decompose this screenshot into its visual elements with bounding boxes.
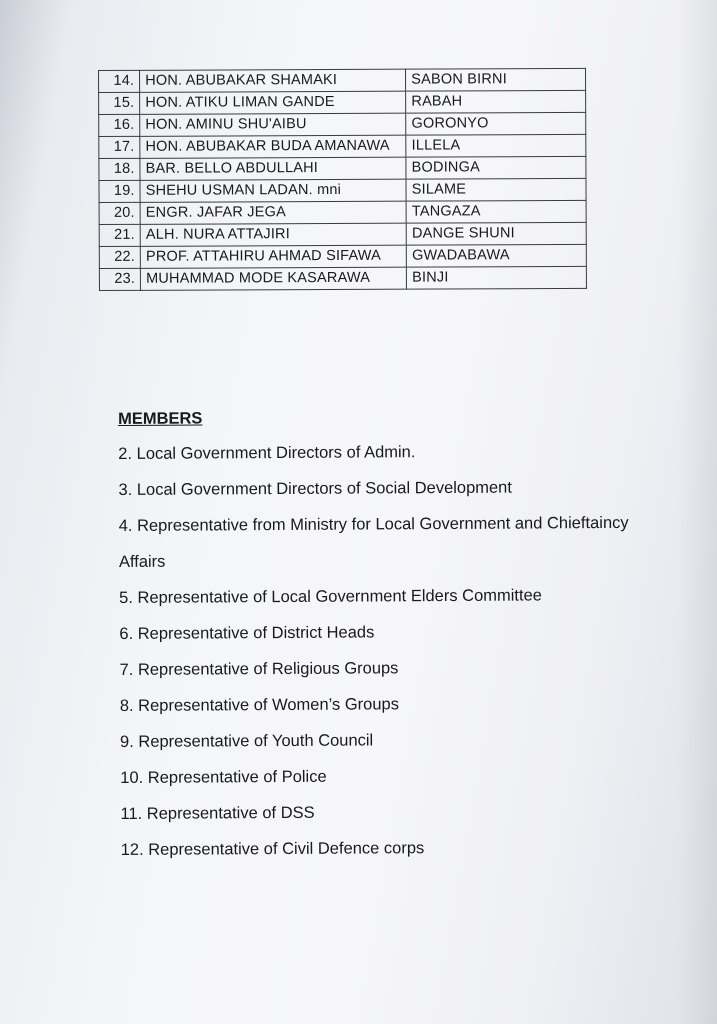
table-row (99, 244, 586, 268)
list-item: 6. Representative of District Heads (119, 623, 375, 643)
row-lga: BODINGA (406, 156, 586, 179)
row-number: 19. (99, 180, 140, 202)
row-lga: GORONYO (406, 112, 586, 135)
row-lga: GWADABAWA (407, 244, 587, 267)
row-lga: SILAME (406, 178, 586, 201)
row-number: 22. (99, 246, 140, 268)
table-row (99, 112, 586, 136)
table-row (99, 68, 586, 92)
list-item: 9. Representative of Youth Council (119, 731, 374, 751)
page-edge-shadow (677, 0, 717, 1024)
row-name: HON. ABUBAKAR SHAMAKI (140, 69, 406, 92)
row-number: 16. (99, 114, 140, 136)
row-name: HON. AMINU SHU'AIBU (140, 113, 406, 136)
table-row (99, 178, 586, 202)
table-row (99, 90, 586, 114)
list-item: 4. Representative from Ministry for Local Government and Chieftaincy Affairs (118, 513, 629, 571)
list-item: 11. Representative of DSS (120, 803, 315, 823)
row-number: 14. (99, 70, 140, 92)
list-item: 8. Representative of Women’s Groups (119, 695, 399, 715)
list-item: 10. Representative of Police (120, 767, 327, 787)
row-name: HON. ABUBAKAR BUDA AMANAWA (140, 135, 406, 158)
table-row (99, 134, 586, 158)
row-name: ENGR. JAFAR JEGA (140, 201, 406, 224)
table-row (99, 222, 586, 246)
table-row (99, 156, 586, 180)
row-name: HON. ATIKU LIMAN GANDE (140, 91, 406, 114)
row-name: MUHAMMAD MODE KASARAWA (141, 267, 407, 290)
list-item: 2. Local Government Directors of Admin. (118, 443, 416, 463)
row-lga: RABAH (406, 90, 586, 113)
row-lga: TANGAZA (406, 200, 586, 223)
row-lga: ILLELA (406, 134, 586, 157)
table-row (99, 200, 586, 224)
list-item: 3. Local Government Directors of Social Development (118, 478, 512, 499)
row-name: BAR. BELLO ABDULLAHI (140, 157, 406, 180)
members-section (118, 407, 641, 876)
row-number: 18. (99, 158, 140, 180)
row-name: ALH. NURA ATTAJIRI (140, 223, 406, 246)
members-list (118, 441, 641, 860)
row-number: 17. (99, 136, 140, 158)
list-item: 7. Representative of Religious Groups (119, 659, 399, 679)
row-name: SHEHU USMAN LADAN. mni (140, 179, 406, 202)
members-heading: MEMBERS (118, 409, 203, 428)
list-item: 5. Representative of Local Government Elders Committee (119, 586, 542, 607)
list-item: 12. Representative of Civil Defence corps (120, 839, 425, 859)
row-name: PROF. ATTAHIRU AHMAD SIFAWA (140, 245, 406, 268)
row-number: 15. (99, 92, 140, 114)
row-lga: BINJI (407, 266, 587, 289)
row-number: 21. (99, 224, 140, 246)
row-lga: DANGE SHUNI (406, 222, 586, 245)
chairmen-table (98, 68, 587, 291)
row-number: 20. (99, 202, 140, 224)
row-number: 23. (99, 268, 140, 290)
table-row (99, 266, 586, 290)
row-lga: SABON BIRNI (406, 68, 586, 91)
